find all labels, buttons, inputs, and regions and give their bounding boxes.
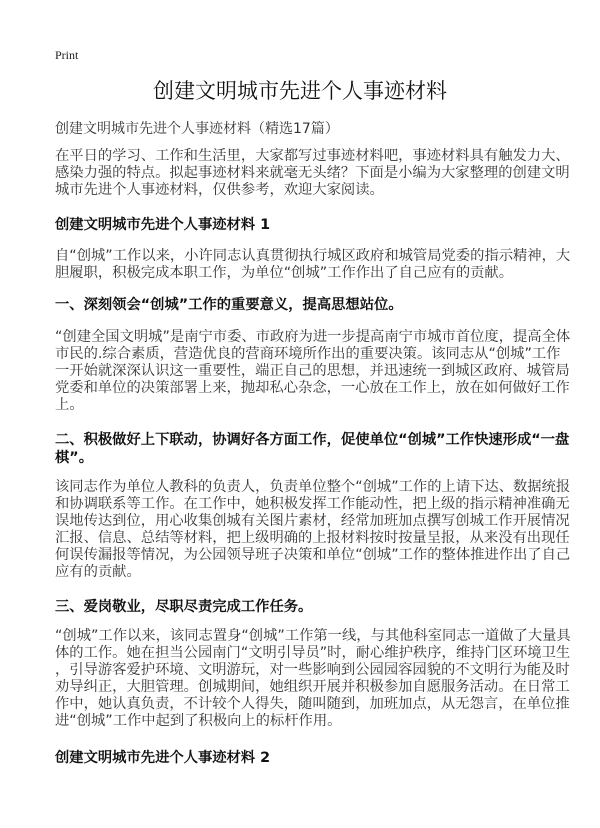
text-line: 在平日的学习、工作和生活里，大家都写过事迹材料吧，事迹材料具有触发力大、 bbox=[55, 148, 570, 164]
text-line: 该同志作为单位人教科的负责人，负责单位整个“创城”工作的上请下达、数据统报 bbox=[55, 479, 571, 495]
text-line: 一、深刻领会“创城”工作的重要意义，提高思想站位。 bbox=[55, 297, 403, 313]
text-line: 创建文明城市先进个人事迹材料 1 bbox=[55, 217, 271, 233]
document-subtitle: 创建文明城市先进个人事迹材料（精选17篇） bbox=[55, 121, 339, 137]
print-link[interactable]: Print bbox=[55, 48, 79, 62]
text-line: 三、爱岗敬业，尽职尽责完成工作任务。 bbox=[55, 599, 313, 615]
text-line: 城市先进个人事迹材料，仅供参考，欢迎大家阅读。 bbox=[55, 182, 384, 198]
body-paragraph bbox=[55, 248, 571, 282]
text-line: 体的工作。她在担当公园南门“文明引导员”时，耐心维护秩序，维持门区环境卫生 bbox=[55, 645, 571, 661]
text-line: 创建文明城市先进个人事迹材料 2 bbox=[55, 750, 271, 766]
text-line: 进“创城”工作中起到了积极向上的标杆作用。 bbox=[55, 713, 342, 729]
page-title: 创建文明城市先进个人事迹材料 bbox=[153, 79, 447, 103]
text-line: 作中，她认真负责，不计较个人得失，随叫随到，加班加点，从无怨言，在单位推 bbox=[55, 696, 570, 712]
body-paragraph bbox=[55, 329, 571, 414]
text-line: 和协调联系等工作。在工作中，她积极发挥工作能动性，把上级的指示精神准确无 bbox=[55, 496, 570, 512]
text-line: 市民的.综合素质，营造优良的营商环境所作出的重要决策。该同志从“创城”工作 bbox=[55, 346, 561, 362]
text-line: 棋”。 bbox=[55, 450, 93, 466]
section-heading bbox=[55, 296, 550, 314]
section-heading bbox=[55, 431, 570, 467]
body-paragraph bbox=[55, 628, 571, 730]
section-heading bbox=[55, 216, 550, 234]
text-line: 感染力强的特点。拟起事迹材料来就毫无头绪？下面是小编为大家整理的创建文明 bbox=[55, 165, 570, 181]
text-line: 党委和单位的决策部署上来，抛却私心杂念，一心放在工作上，放在如何做好工作 bbox=[55, 380, 570, 396]
text-line: 劝导纠正，大胆管理。创城期间，她组织开展并积极参加自愿服务活动。在日常工 bbox=[55, 679, 570, 695]
text-line: 上。 bbox=[55, 397, 84, 413]
text-line: 误地传达到位，用心收集创城有关图片素材，经常加班加点撰写创城工作开展情况 bbox=[55, 513, 570, 529]
text-line: 何误传漏报等情况，为公园领导班子决策和单位“创城”工作的整体推进作出了自己 bbox=[55, 547, 571, 563]
text-line: 胆履职，积极完成本职工作，为单位“创城”工作作出了自己应有的贡献。 bbox=[55, 265, 514, 281]
section-heading bbox=[55, 598, 550, 616]
text-line: 一开始就深深认识这一重要性，端正自己的思想，并迅速统一到城区政府、城管局 bbox=[55, 363, 570, 379]
text-line: ，引导游客爱护环境、文明游玩，对一些影响到公园园容园貌的不文明行为能及时 bbox=[55, 662, 570, 678]
text-line: 汇报、信息、总结等材料，把上级明确的上报材料按时按量呈报，从来没有出现任 bbox=[55, 530, 570, 546]
section-heading bbox=[55, 749, 550, 767]
text-line: “创建全国文明城”是南宁市委、市政府为进一步提高南宁市城市首位度，提高全体 bbox=[55, 329, 571, 345]
text-line: 应有的贡献。 bbox=[55, 564, 141, 580]
text-line: 二、积极做好上下联动，协调好各方面工作，促使单位“创城”工作快速形成“一盘 bbox=[55, 432, 570, 448]
text-line: “创城”工作以来，该同志置身“创城”工作第一线，与其他科室同志一道做了大量具 bbox=[55, 628, 571, 644]
body-paragraph bbox=[55, 148, 570, 199]
body-paragraph bbox=[55, 479, 571, 581]
text-line: 自“创城”工作以来，小许同志认真贯彻执行城区政府和城管局党委的指示精神，大 bbox=[55, 248, 571, 264]
